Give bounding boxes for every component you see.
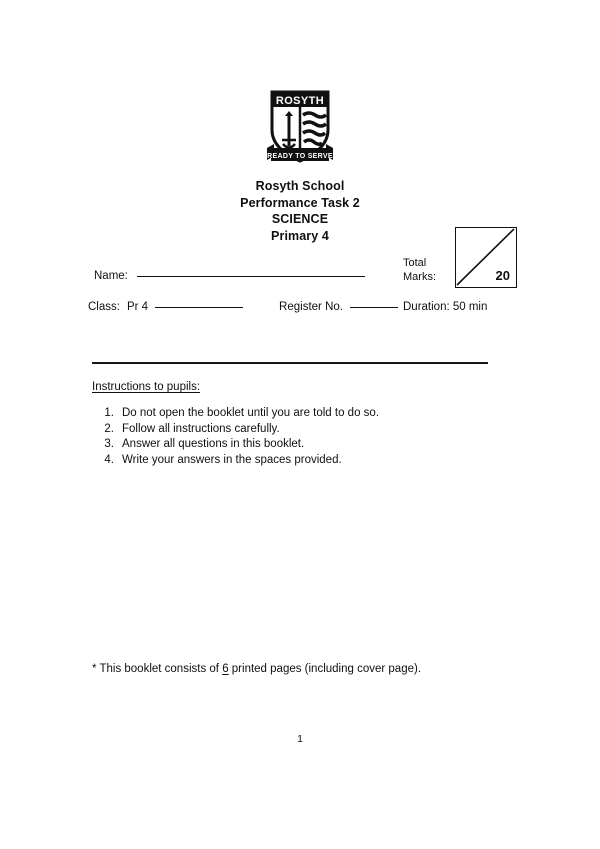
instructions-heading: Instructions to pupils: bbox=[92, 381, 201, 393]
name-label: Name: bbox=[94, 270, 128, 282]
register-input[interactable] bbox=[350, 307, 398, 308]
duration-text: Duration: 50 min bbox=[403, 301, 488, 313]
instruction-text: Follow all instructions carefully. bbox=[122, 422, 280, 435]
instruction-text: Do not open the booklet until you are told to do so. bbox=[122, 407, 380, 419]
svg-text:READY TO SERVE: READY TO SERVE bbox=[267, 153, 333, 160]
class-value: Pr 4 bbox=[126, 301, 149, 313]
total-marks-label-line2: Marks: bbox=[403, 271, 436, 283]
school-crest-icon bbox=[264, 86, 336, 168]
instructions-list bbox=[92, 406, 379, 468]
class-input[interactable] bbox=[155, 307, 243, 308]
instruction-number: 4. bbox=[104, 453, 114, 466]
total-marks-box[interactable] bbox=[455, 227, 517, 288]
instruction-number: 1. bbox=[104, 407, 114, 419]
total-marks-value: 20 bbox=[495, 268, 510, 283]
list-item bbox=[92, 422, 379, 438]
instruction-number: 2. bbox=[104, 422, 114, 435]
footnote-prefix: * This booklet consists of bbox=[92, 663, 223, 675]
footnote-suffix: printed pages (including cover page). bbox=[228, 663, 422, 675]
crest-container bbox=[0, 86, 600, 168]
total-marks-label bbox=[403, 256, 436, 284]
list-item bbox=[92, 437, 379, 453]
footnote-page-count: 6 bbox=[222, 663, 229, 675]
horizontal-divider bbox=[92, 362, 488, 364]
title-line-task: Performance Task 2 bbox=[240, 195, 360, 210]
title-line-school: Rosyth School bbox=[255, 179, 345, 193]
title-line-level: Primary 4 bbox=[271, 228, 329, 243]
class-field-row bbox=[88, 301, 398, 313]
svg-text:ROSYTH: ROSYTH bbox=[275, 95, 325, 107]
instruction-text: Write your answers in the spaces provided. bbox=[122, 453, 342, 466]
total-marks-label-line1: Total bbox=[403, 257, 427, 269]
name-input[interactable] bbox=[137, 276, 365, 277]
name-field-row bbox=[94, 270, 365, 282]
instruction-text: Answer all questions in this booklet. bbox=[122, 438, 305, 450]
class-label: Class: bbox=[88, 301, 120, 313]
title-line-subject: SCIENCE bbox=[271, 212, 329, 226]
page-number: 1 bbox=[297, 733, 303, 745]
register-label: Register No. bbox=[279, 301, 343, 313]
booklet-footnote bbox=[92, 663, 421, 675]
instruction-number: 3. bbox=[104, 438, 114, 450]
list-item bbox=[92, 406, 379, 422]
list-item bbox=[92, 453, 379, 469]
